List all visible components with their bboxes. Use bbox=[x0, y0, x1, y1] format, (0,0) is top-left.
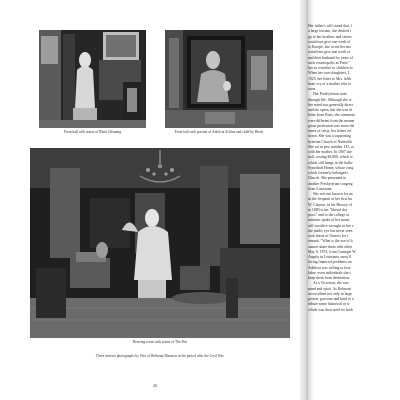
text-line: tribute some historical or w bbox=[308, 302, 350, 307]
text-line: would not give one week of bbox=[308, 50, 351, 55]
text-line: letter from Paris, she comment bbox=[308, 113, 355, 118]
text-line: self-sacrifice wrought in her s bbox=[308, 223, 354, 228]
text-line: person, gracious and kind to a bbox=[308, 297, 354, 301]
text-line: an excellent not only in large bbox=[308, 291, 353, 296]
text-line: and dear husband for years of bbox=[308, 55, 354, 60]
text-line: Her Presbyterian train bbox=[313, 92, 347, 97]
text-line: with her mother. In 1867 she bbox=[308, 150, 352, 154]
text-line: byterian Church of Nashville bbox=[308, 139, 353, 144]
text-line: labor, even individuals she c bbox=[308, 270, 352, 275]
text-line: in 1880 is her "liberal dor bbox=[308, 207, 347, 212]
text-line: mind and spirit. As Belmont bbox=[308, 286, 351, 291]
right-page-text bbox=[308, 24, 400, 396]
text-line: a large fortune, she desired t bbox=[308, 29, 351, 34]
text-line: cannot share them with other bbox=[308, 244, 353, 249]
text-line: 1925, her letter to Mrs. Jobb bbox=[308, 76, 352, 81]
front-hall-statue-image bbox=[39, 30, 146, 128]
text-line: She sat in pew number 135, ro bbox=[308, 144, 355, 149]
text-line: go to her brothers and sisters bbox=[308, 34, 352, 39]
text-line: which formerly belonged t bbox=[308, 171, 349, 175]
text-line: remark, "What is the use of h bbox=[308, 239, 353, 244]
text-line: to Europe, she wrote her mo bbox=[308, 45, 352, 49]
text-line: May 8, 1874, from Carnegie W bbox=[308, 249, 356, 254]
text-line: from Louisiana. bbox=[308, 186, 333, 191]
text-line: Church. She presented to bbox=[308, 176, 347, 181]
page-number: 20 bbox=[153, 383, 157, 388]
photo-drawing-room bbox=[30, 148, 290, 338]
text-line: the public eye has never seen bbox=[308, 228, 353, 233]
text-line: donor. She was a supporting bbox=[308, 134, 351, 139]
text-line: her mind was generally direct bbox=[308, 102, 354, 107]
text-line: As a Victorian, she was bbox=[313, 281, 349, 286]
text-line: When her own daughters, L bbox=[308, 71, 351, 76]
text-line: took feasts of flowers for t bbox=[308, 234, 349, 238]
text-line: soon. bbox=[308, 87, 317, 91]
front-hall-portrait-image bbox=[165, 30, 273, 128]
text-line: Adelicia was willing to lose bbox=[308, 265, 351, 270]
text-line: such a metropolis as Paris." bbox=[308, 60, 350, 65]
text-line: were different from the manne bbox=[308, 118, 355, 123]
text-line: through life. Although she w bbox=[308, 97, 352, 102]
text-line: Her father's will stated that, f bbox=[308, 24, 353, 28]
text-line: W. Clayton, in his History of bbox=[308, 202, 352, 207]
photo-credit: These interior photographs by Otto of Belmont Mansion in the period after the Civil War. bbox=[95, 354, 225, 358]
text-line: poor," and to the college at bbox=[308, 213, 349, 217]
text-line: and the opera, but she was al bbox=[308, 108, 352, 112]
caption-front-hall-portrait: Front hall with portrait of Adelicia Acklen and child by Healy bbox=[174, 130, 264, 134]
photo-front-hall-portrait bbox=[165, 30, 273, 128]
text-line: her as a mother to children fo bbox=[308, 66, 353, 70]
text-line: Angela in Louisiana, most fl bbox=[308, 255, 352, 259]
drawing-room-image bbox=[30, 148, 290, 338]
text-line: keep them from destitution. bbox=[308, 276, 350, 280]
text-line: Synodical Home, whose cong bbox=[308, 165, 354, 170]
text-line: would not give one week of bbox=[308, 39, 351, 44]
text-line: minister spoke of her many bbox=[308, 218, 350, 223]
text-line: another Presbyterian congreg bbox=[308, 181, 353, 186]
text-line: She was not known for an bbox=[313, 192, 353, 196]
text-line: facing financial problems on bbox=[308, 260, 352, 265]
text-line: hall, costing $3,000, which w bbox=[308, 155, 353, 160]
text-line: which was then used for both bbox=[308, 307, 353, 312]
caption-drawing-room: Drawing room with statue of The Peri bbox=[132, 340, 188, 344]
text-line: which still hangs in the hallw bbox=[308, 160, 353, 165]
caption-front-hall-statue: Front hall with statue of Rhett Gleaning bbox=[63, 130, 122, 134]
text-line: in the frequent of her first hu bbox=[308, 197, 352, 202]
text-line: gious profession was more the bbox=[308, 123, 355, 128]
photo-front-hall-statue bbox=[39, 30, 146, 128]
text-line: heart cry of a mother who lo bbox=[308, 81, 352, 86]
text-line: times of crisis, her letters ref bbox=[308, 129, 352, 133]
